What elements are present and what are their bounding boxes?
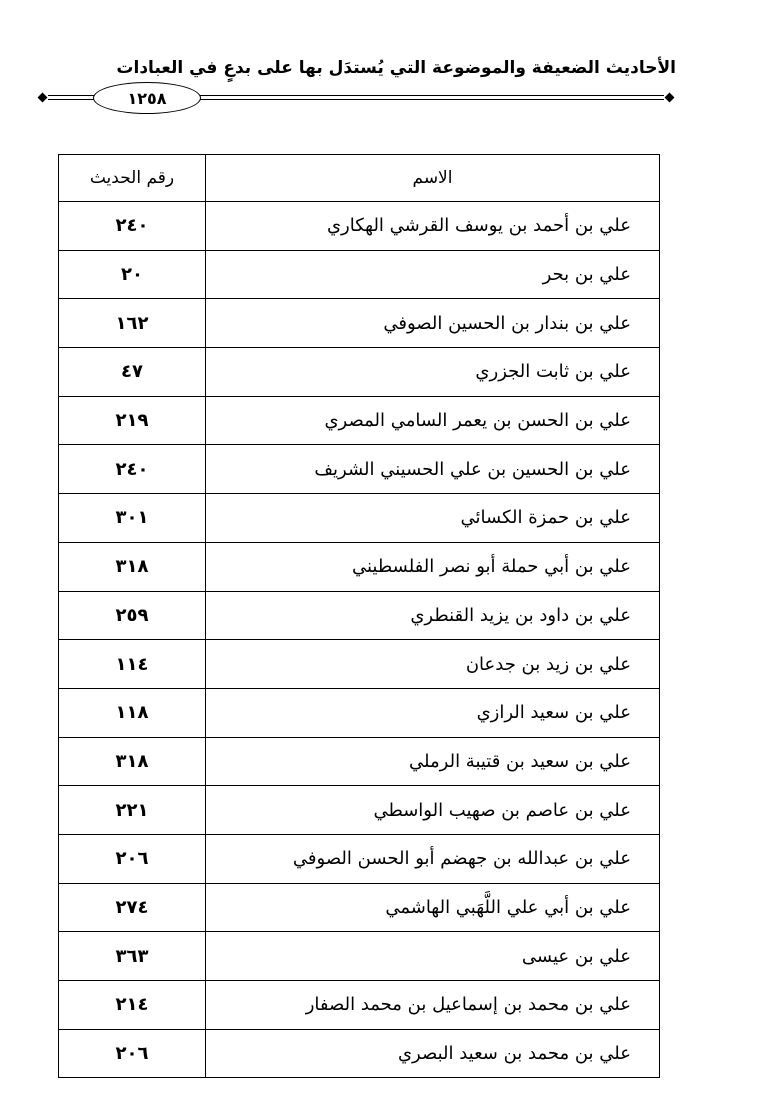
column-header-number: رقم الحديث <box>59 155 206 202</box>
table-header-row <box>59 155 660 202</box>
table-row <box>59 981 660 1030</box>
narrator-name: علي بن عاصم بن صهيب الواسطي <box>206 786 660 835</box>
hadith-number: ٣١٨ <box>59 737 206 786</box>
hadith-number: ٣١٨ <box>59 542 206 591</box>
narrator-name: علي بن حمزة الكسائي <box>206 494 660 543</box>
hadith-number: ٢١٤ <box>59 981 206 1030</box>
narrator-name: علي بن بندار بن الحسين الصوفي <box>206 299 660 348</box>
table-row <box>59 494 660 543</box>
narrator-name: علي بن بحر <box>206 250 660 299</box>
narrator-name: علي بن عيسى <box>206 932 660 981</box>
diamond-ornament-icon <box>665 93 675 103</box>
table-row <box>59 737 660 786</box>
narrator-name: علي بن الحسن بن يعمر السامي المصري <box>206 396 660 445</box>
page-header <box>36 58 676 118</box>
hadith-number: ١٦٢ <box>59 299 206 348</box>
table-row <box>59 348 660 397</box>
narrator-name: علي بن الحسين بن علي الحسيني الشريف <box>206 445 660 494</box>
hadith-number: ١١٨ <box>59 688 206 737</box>
hadith-number: ٢٠٦ <box>59 834 206 883</box>
narrator-name: علي بن محمد بن سعيد البصري <box>206 1029 660 1078</box>
narrator-name: علي بن داود بن يزيد القنطري <box>206 591 660 640</box>
narrator-name: علي بن أحمد بن يوسف القرشي الهكاري <box>206 202 660 251</box>
diamond-ornament-icon <box>38 93 48 103</box>
hadith-number: ٤٧ <box>59 348 206 397</box>
table-row <box>59 1029 660 1078</box>
table-row <box>59 688 660 737</box>
hadith-number: ٢٤٠ <box>59 445 206 494</box>
hadith-number: ٢٠ <box>59 250 206 299</box>
narrator-name: علي بن محمد بن إسماعيل بن محمد الصفار <box>206 981 660 1030</box>
name-index-table <box>58 154 660 1078</box>
hadith-number: ٢٢١ <box>59 786 206 835</box>
narrator-name: علي بن سعيد الرازي <box>206 688 660 737</box>
hadith-number: ٢١٩ <box>59 396 206 445</box>
table-row <box>59 202 660 251</box>
table-row <box>59 445 660 494</box>
hadith-number: ٢٧٤ <box>59 883 206 932</box>
narrator-name: علي بن أبي حملة أبو نصر الفلسطيني <box>206 542 660 591</box>
table-row <box>59 396 660 445</box>
hadith-number: ٢٠٦ <box>59 1029 206 1078</box>
narrator-name: علي بن أبي علي اللَّهَبي الهاشمي <box>206 883 660 932</box>
hadith-number: ٣٦٣ <box>59 932 206 981</box>
narrator-name: علي بن عبدالله بن جهضم أبو الحسن الصوفي <box>206 834 660 883</box>
table-row <box>59 932 660 981</box>
running-title: الأحاديث الضعيفة والموضوعة التي يُستدَل بها على بدعٍ في العبادات <box>116 58 676 78</box>
table-row <box>59 250 660 299</box>
narrator-name: علي بن سعيد بن قتيبة الرملي <box>206 737 660 786</box>
table-row <box>59 834 660 883</box>
table-row <box>59 786 660 835</box>
narrator-name: علي بن ثابت الجزري <box>206 348 660 397</box>
narrator-name: علي بن زيد بن جدعان <box>206 640 660 689</box>
table-row <box>59 591 660 640</box>
table-body <box>59 202 660 1078</box>
table-row <box>59 299 660 348</box>
table-row <box>59 883 660 932</box>
hadith-number: ٣٠١ <box>59 494 206 543</box>
hadith-number: ١١٤ <box>59 640 206 689</box>
table-row <box>59 542 660 591</box>
hadith-number: ٢٤٠ <box>59 202 206 251</box>
table-row <box>59 640 660 689</box>
column-header-name: الاسم <box>206 155 660 202</box>
hadith-number: ٢٥٩ <box>59 591 206 640</box>
page-number: ١٢٥٨ <box>93 82 201 114</box>
